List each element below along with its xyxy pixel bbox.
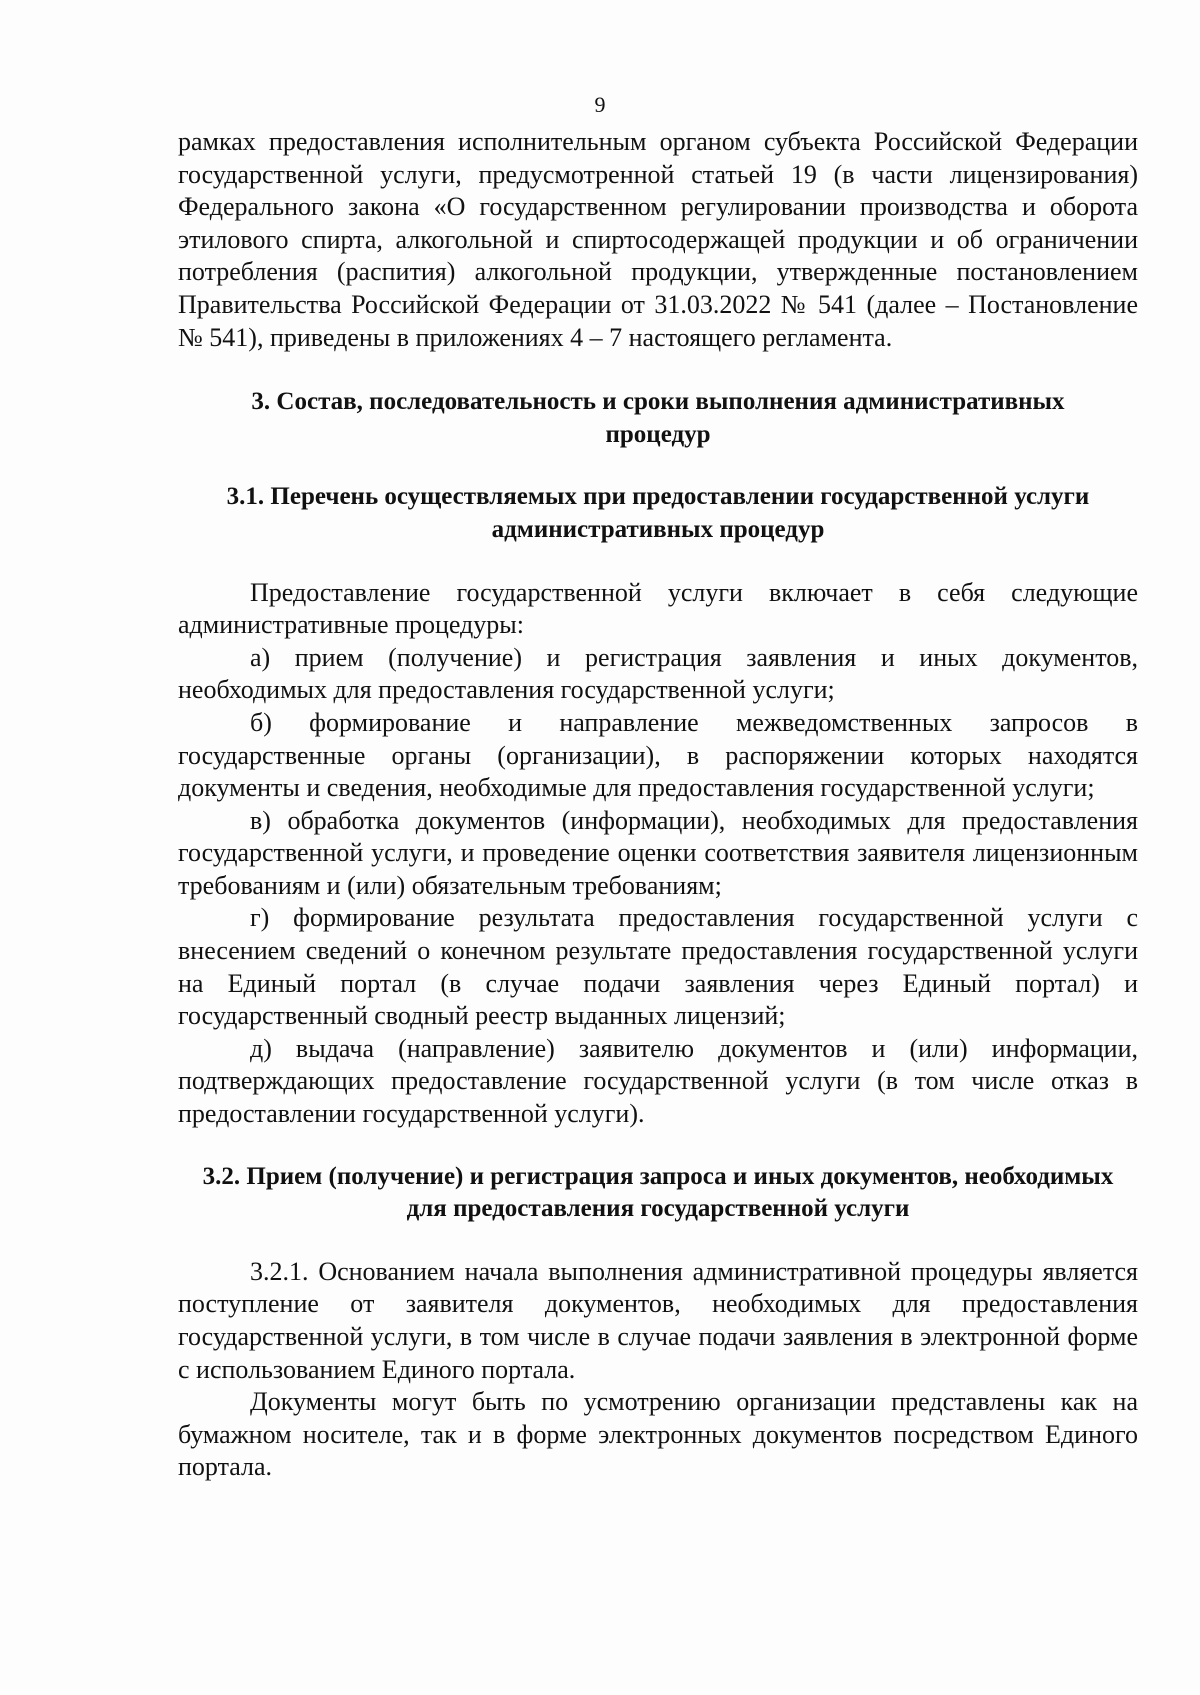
procedure-item-a: а) прием (получение) и регистрация заявления и иных документов, необходимых для предоставления государственной услуги; xyxy=(178,642,1138,705)
section-3-1-heading: 3.1. Перечень осуществляемых при предоставлении государственной услуги административных процедур xyxy=(226,483,1090,543)
procedure-item-b: б) формирование и направление межведомственных запросов в государственные органы (организации), в распоряжении которых находятся документы и сведения, необходимые для предоставления государственной услуги; xyxy=(178,707,1138,803)
procedure-item-d: д) выдача (направление) заявителю документов и (или) информации, подтверждающих предоставление государственной услуги (в том числе отказ в предоставлении государственной услуги). xyxy=(178,1033,1138,1129)
page-content xyxy=(178,126,1138,1484)
page-number: 9 xyxy=(594,92,606,117)
section-3-1-lead: Предоставление государственной услуги включает в себя следующие административные процедуры: xyxy=(178,577,1138,640)
section-3-heading: 3. Состав, последовательность и сроки выполнения административных процедур xyxy=(251,388,1065,448)
section-3-2-1-paragraph: 3.2.1. Основанием начала выполнения административной процедуры является поступление от заявителя документов, необходимых для предоставления государственной услуги, в том числе в случае подачи заявления в электронной форме с использованием Единого портала. xyxy=(178,1256,1138,1384)
procedure-item-g: г) формирование результата предоставления государственной услуги с внесением сведений о конечном результате предоставления государственной услуги на Единый портал (в случае подачи заявления через Единый портал) и государственный сводный реестр выданных лицензий; xyxy=(178,903,1138,1031)
intro-paragraph: рамках предоставления исполнительным органом субъекта Российской Федерации государственной услуги, предусмотренной статьей 19 (в части лицензирования) Федерального закона «О государственном регулировании производства и оборота этилового спирта, алкогольной и спиртосодержащей продукции и об ограничении потребления (распития) алкогольной продукции, утвержденные постановлением Правительства Российской Федерации от 31.03.2022 № 541 (далее – Постановление № 541), приведены в приложениях 4 – 7 настоящего регламента. xyxy=(178,127,1138,352)
section-3-2-heading: 3.2. Прием (получение) и регистрация запроса и иных документов, необходимых для предоставления государственной услуги xyxy=(202,1162,1114,1223)
documents-submission-paragraph: Документы могут быть по усмотрению организации представлены как на бумажном носителе, так и в форме электронных документов посредством Единого портала. xyxy=(178,1387,1138,1482)
procedure-item-v: в) обработка документов (информации), необходимых для предоставления государственной услуги, и проведение оценки соответствия заявителя лицензионным требованиям и (или) обязательным требованиям; xyxy=(178,805,1138,900)
